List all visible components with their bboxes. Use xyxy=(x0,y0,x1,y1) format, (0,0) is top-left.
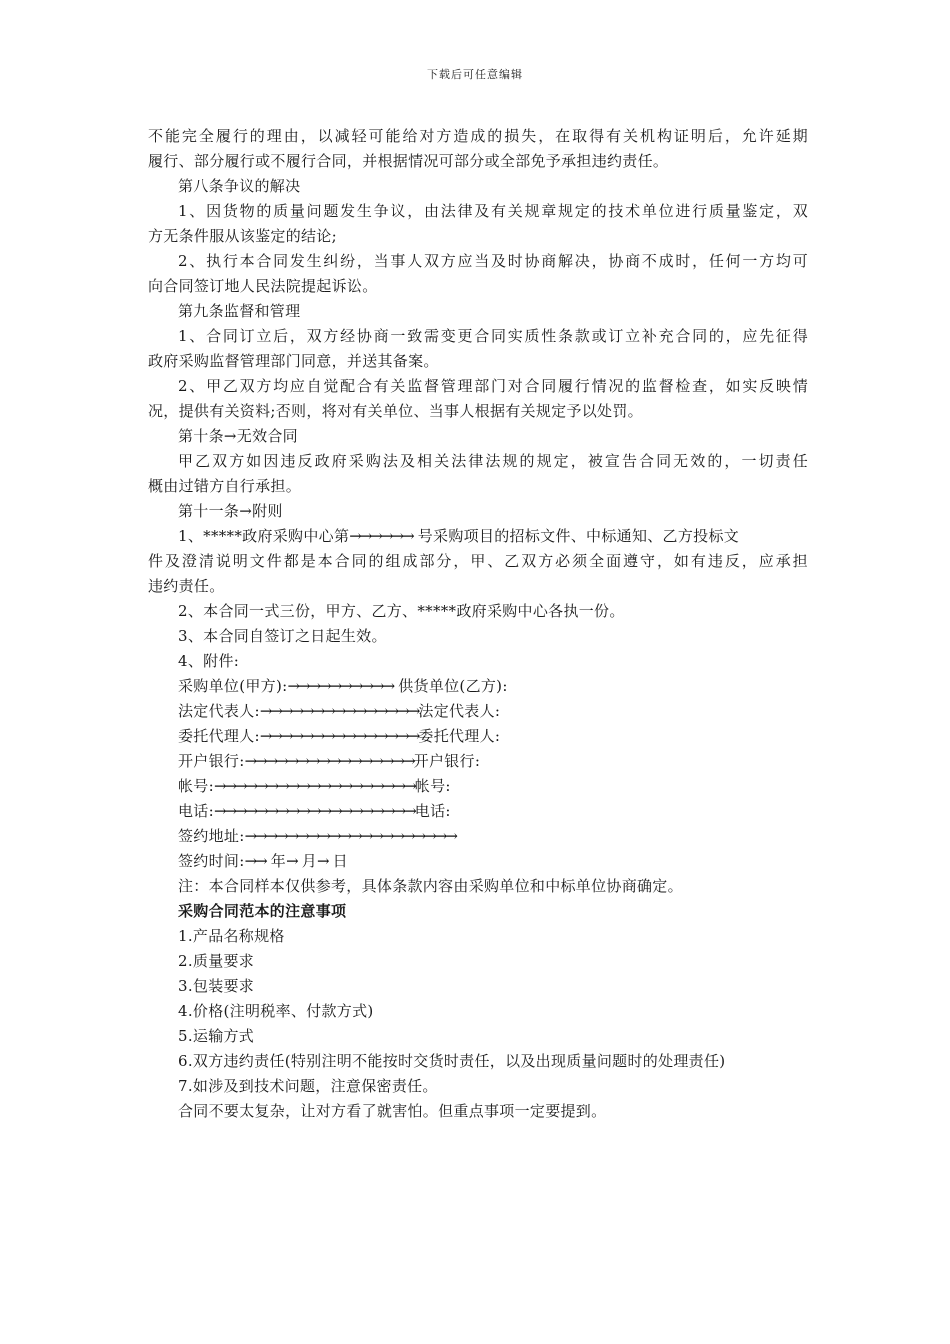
signature-phone-row xyxy=(148,799,808,824)
date-unit: 日 xyxy=(327,852,348,870)
signature-label: 委托代理人: xyxy=(178,727,260,745)
paragraph-line: 2、甲乙双方均应自觉配合有关监督管理部门对合同履行情况的监督检查，如实反映情 xyxy=(178,377,808,395)
paragraph-line: 履行、部分履行或不履行合同，并根据情况可部分或全部免予承担违约责任。 xyxy=(148,152,669,170)
signature-label: 帐号: xyxy=(414,777,451,795)
paragraph-line: 2、执行本合同发生纠纷，当事人双方应当及时协商解决，协商不成时，任何一方均可 xyxy=(178,252,808,270)
article-10-title: 第十条→无效合同 xyxy=(178,427,298,445)
fill-arrows: →→→→→→→→→→→→→→→ xyxy=(259,702,419,720)
fill-arrows: →→→→→→→→→→→→→→→→→→→ xyxy=(213,777,415,795)
fill-arrows: → xyxy=(317,852,328,870)
signature-label: 签约地址: xyxy=(178,827,245,845)
fill-arrows: →→→→→→→→→→→→→→→ xyxy=(259,727,419,745)
signature-place-row xyxy=(148,824,808,849)
paragraph-line: 方无条件服从该鉴定的结论; xyxy=(148,227,337,245)
closing-remark: 合同不要太复杂，让对方看了就害怕。但重点事项一定要提到。 xyxy=(178,1102,607,1120)
list-item: 3.包装要求 xyxy=(178,977,255,995)
list-item: 7.如涉及到技术问题，注意保密责任。 xyxy=(178,1077,438,1095)
date-unit: 年 xyxy=(265,852,287,870)
signature-bank-row xyxy=(148,749,808,774)
fill-arrows: →→→→→→→→→→→→→→→→→→→→ xyxy=(244,827,456,845)
signature-label: 签约时间: xyxy=(178,852,245,870)
paragraph-line: 违约责任。 xyxy=(148,577,225,595)
fill-arrows: →→→→→→→→→→ xyxy=(287,677,394,695)
document-body xyxy=(148,124,808,1124)
paragraph-line: 概由过错方自行承担。 xyxy=(148,477,302,495)
fill-arrows: →→→→→→→→→→→→→→→→→→→ xyxy=(213,802,415,820)
paragraph-line: 况，提供有关资料;否则，将对有关单位、当事人根据有关规定予以处罚。 xyxy=(148,402,643,420)
signature-label: 电话: xyxy=(414,802,451,820)
paragraph-line: 2、本合同一式三份，甲方、乙方、*****政府采购中心各执一份。 xyxy=(178,602,625,620)
list-item: 4.价格(注明税率、付款方式) xyxy=(178,1002,374,1020)
text-fragment: 1、*****政府采购中心第 xyxy=(178,527,350,545)
fill-arrows: →→ xyxy=(244,852,266,870)
signature-label: 委托代理人: xyxy=(418,727,501,745)
paragraph-line: 政府采购监督管理部门同意，并送其备案。 xyxy=(148,352,439,370)
signature-label: 开户银行: xyxy=(413,752,481,770)
signature-buyer-row xyxy=(148,674,808,699)
article-8-title: 第八条争议的解决 xyxy=(178,177,301,195)
article-9-title: 第九条监督和管理 xyxy=(178,302,301,320)
paragraph-line: 件及澄清说明文件都是本合同的组成部分，甲、乙双方必须全面遵守，如有违反，应承担 xyxy=(148,552,808,570)
notes-section-title: 采购合同范本的注意事项 xyxy=(178,902,347,920)
paragraph-line: 3、本合同自签订之日起生效。 xyxy=(178,627,387,645)
signature-label: 帐号: xyxy=(178,777,214,795)
article-11-title: 第十一条→附则 xyxy=(178,502,283,520)
list-item: 2.质量要求 xyxy=(178,952,255,970)
list-item: 5.运输方式 xyxy=(178,1027,255,1045)
date-unit: 月 xyxy=(296,852,318,870)
signature-time-row xyxy=(148,849,808,874)
paragraph-line: 4、附件: xyxy=(178,652,240,670)
signature-agent-row xyxy=(148,724,808,749)
paragraph-line: 不能完全履行的理由，以减轻可能给对方造成的损失，在取得有关机构证明后，允许延期 xyxy=(148,127,808,145)
fill-arrows: → xyxy=(286,852,297,870)
list-item: 1.产品名称规格 xyxy=(178,927,285,945)
paragraph-line: 1、合同订立后，双方经协商一致需变更合同实质性条款或订立补充合同的，应先征得 xyxy=(178,327,808,345)
signature-label: 开户银行: xyxy=(178,752,245,770)
signature-label: 法定代表人: xyxy=(178,702,260,720)
signature-label: 电话: xyxy=(178,802,214,820)
signature-label: 采购单位(甲方): xyxy=(178,677,288,695)
fill-arrows: →→→→→→ xyxy=(349,527,413,545)
paragraph-line: 向合同签订地人民法院提起诉讼。 xyxy=(148,277,378,295)
signature-account-row xyxy=(148,774,808,799)
sample-note: 注：本合同样本仅供参考，具体条款内容由采购单位和中标单位协商确定。 xyxy=(178,877,683,895)
text-fragment: 号采购项目的招标文件、中标通知、乙方投标文 xyxy=(412,527,740,545)
signature-label: 供货单位(乙方): xyxy=(393,677,508,695)
page-header-note: 下载后可任意编辑 xyxy=(427,68,523,81)
list-item: 6.双方违约责任(特别注明不能按时交货时责任，以及出现质量问题时的处理责任) xyxy=(178,1052,726,1070)
paragraph-line: 1、因货物的质量问题发生争议，由法律及有关规章规定的技术单位进行质量鉴定，双 xyxy=(178,202,808,220)
paragraph-line xyxy=(148,524,808,549)
paragraph-line: 甲乙双方如因违反政府采购法及相关法律法规的规定，被宣告合同无效的，一切责任 xyxy=(178,452,808,470)
signature-rep-row xyxy=(148,699,808,724)
signature-label: 法定代表人: xyxy=(418,702,501,720)
fill-arrows: →→→→→→→→→→→→→→→→ xyxy=(244,752,414,770)
